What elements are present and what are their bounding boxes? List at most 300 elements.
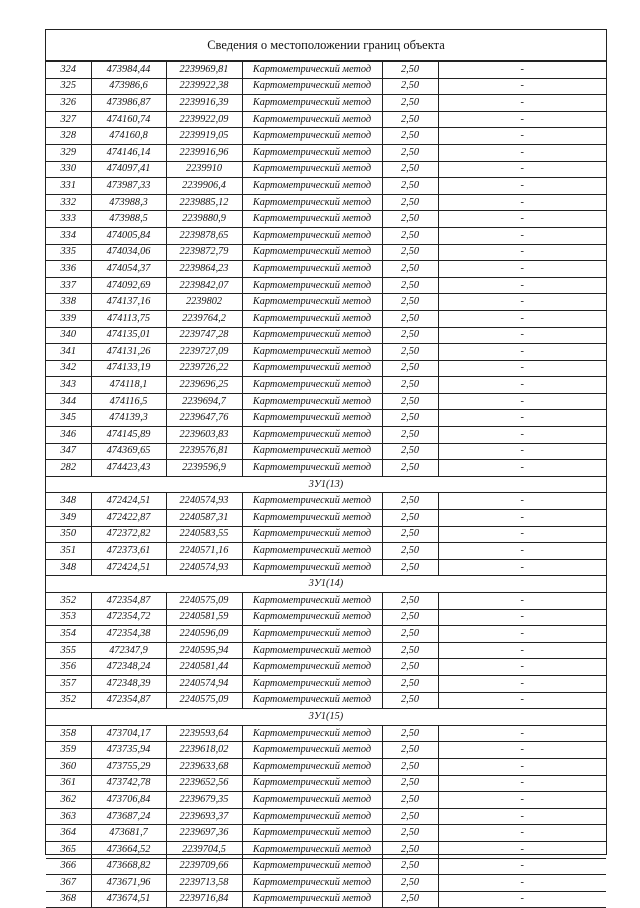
y-coordinate-cell: 2239576,81 [166, 443, 242, 460]
point-number-cell: 357 [46, 675, 91, 692]
y-coordinate-cell: 2239652,56 [166, 775, 242, 792]
table-row [46, 675, 606, 692]
method-cell: Картометрический метод [242, 111, 382, 128]
description-cell: - [438, 792, 606, 809]
description-cell: - [438, 327, 606, 344]
point-number-cell: 364 [46, 825, 91, 842]
description-cell: - [438, 808, 606, 825]
table-row [46, 493, 606, 510]
method-cell: Картометрический метод [242, 593, 382, 610]
y-coordinate-cell: 2239727,09 [166, 344, 242, 361]
point-number-cell: 327 [46, 111, 91, 128]
table-row [46, 194, 606, 211]
method-cell: Картометрический метод [242, 144, 382, 161]
description-cell: - [438, 659, 606, 676]
method-cell: Картометрический метод [242, 758, 382, 775]
table-row [46, 659, 606, 676]
description-cell: - [438, 609, 606, 626]
point-number-cell: 355 [46, 642, 91, 659]
table-row [46, 559, 606, 576]
point-number-cell: 343 [46, 377, 91, 394]
x-coordinate-cell: 473986,87 [91, 95, 166, 112]
point-number-cell: 356 [46, 659, 91, 676]
point-number-cell: 326 [46, 95, 91, 112]
x-coordinate-cell: 473664,52 [91, 841, 166, 858]
point-number-cell: 362 [46, 792, 91, 809]
table-row [46, 626, 606, 643]
precision-cell: 2,50 [382, 144, 438, 161]
x-coordinate-cell: 474137,16 [91, 294, 166, 311]
description-cell: - [438, 858, 606, 875]
table-row [46, 310, 606, 327]
description-cell: - [438, 377, 606, 394]
method-cell: Картометрический метод [242, 493, 382, 510]
method-cell: Картометрический метод [242, 609, 382, 626]
method-cell: Картометрический метод [242, 792, 382, 809]
precision-cell: 2,50 [382, 211, 438, 228]
y-coordinate-cell: 2240575,09 [166, 692, 242, 709]
precision-cell: 2,50 [382, 825, 438, 842]
y-coordinate-cell: 2240595,94 [166, 642, 242, 659]
point-number-cell: 282 [46, 460, 91, 477]
description-cell: - [438, 360, 606, 377]
point-number-cell: 331 [46, 178, 91, 195]
point-number-cell: 365 [46, 841, 91, 858]
point-number-cell: 351 [46, 543, 91, 560]
point-number-cell: 337 [46, 277, 91, 294]
description-cell: - [438, 95, 606, 112]
point-number-cell: 352 [46, 692, 91, 709]
x-coordinate-cell: 473987,33 [91, 178, 166, 195]
table-row [46, 211, 606, 228]
y-coordinate-cell: 2239697,36 [166, 825, 242, 842]
method-cell: Картометрический метод [242, 443, 382, 460]
table-row [46, 377, 606, 394]
method-cell: Картометрический метод [242, 891, 382, 908]
point-number-cell: 334 [46, 227, 91, 244]
method-cell: Картометрический метод [242, 78, 382, 95]
x-coordinate-cell: 474092,69 [91, 277, 166, 294]
y-coordinate-cell: 2239603,83 [166, 427, 242, 444]
x-coordinate-cell: 474116,5 [91, 393, 166, 410]
precision-cell: 2,50 [382, 310, 438, 327]
method-cell: Картометрический метод [242, 659, 382, 676]
x-coordinate-cell: 474369,65 [91, 443, 166, 460]
section-header-row [46, 476, 606, 493]
precision-cell: 2,50 [382, 875, 438, 892]
x-coordinate-cell: 472348,24 [91, 659, 166, 676]
method-cell: Картометрический метод [242, 360, 382, 377]
point-number-cell: 366 [46, 858, 91, 875]
y-coordinate-cell: 2239704,5 [166, 841, 242, 858]
method-cell: Картометрический метод [242, 642, 382, 659]
table-row [46, 344, 606, 361]
point-number-cell: 342 [46, 360, 91, 377]
description-cell: - [438, 277, 606, 294]
precision-cell: 2,50 [382, 808, 438, 825]
table-row [46, 277, 606, 294]
table-row [46, 692, 606, 709]
description-cell: - [438, 443, 606, 460]
point-number-cell: 353 [46, 609, 91, 626]
point-number-cell: 347 [46, 443, 91, 460]
point-number-cell: 368 [46, 891, 91, 908]
x-coordinate-cell: 474145,89 [91, 427, 166, 444]
x-coordinate-cell: 474131,26 [91, 344, 166, 361]
point-number-cell: 324 [46, 62, 91, 79]
method-cell: Картометрический метод [242, 128, 382, 145]
table-row [46, 526, 606, 543]
description-cell: - [438, 227, 606, 244]
description-cell: - [438, 593, 606, 610]
x-coordinate-cell: 474423,43 [91, 460, 166, 477]
x-coordinate-cell: 473704,17 [91, 725, 166, 742]
method-cell: Картометрический метод [242, 294, 382, 311]
x-coordinate-cell: 472424,51 [91, 559, 166, 576]
x-coordinate-cell: 474113,75 [91, 310, 166, 327]
precision-cell: 2,50 [382, 178, 438, 195]
description-cell: - [438, 725, 606, 742]
y-coordinate-cell: 2239694,7 [166, 393, 242, 410]
x-coordinate-cell: 474034,06 [91, 244, 166, 261]
y-coordinate-cell: 2239916,39 [166, 95, 242, 112]
x-coordinate-cell: 472372,82 [91, 526, 166, 543]
table-row [46, 244, 606, 261]
point-number-cell: 348 [46, 559, 91, 576]
method-cell: Картометрический метод [242, 460, 382, 477]
point-number-cell: 352 [46, 593, 91, 610]
point-number-cell: 348 [46, 493, 91, 510]
x-coordinate-cell: 473984,44 [91, 62, 166, 79]
description-cell: - [438, 742, 606, 759]
description-cell: - [438, 642, 606, 659]
description-cell: - [438, 825, 606, 842]
point-number-cell: 349 [46, 510, 91, 527]
point-number-cell: 363 [46, 808, 91, 825]
description-cell: - [438, 675, 606, 692]
method-cell: Картометрический метод [242, 559, 382, 576]
point-number-cell: 328 [46, 128, 91, 145]
x-coordinate-cell: 474054,37 [91, 261, 166, 278]
y-coordinate-cell: 2240587,31 [166, 510, 242, 527]
table-row [46, 593, 606, 610]
section-header: 3У1(13) [46, 476, 606, 493]
x-coordinate-cell: 472373,61 [91, 543, 166, 560]
x-coordinate-cell: 473755,29 [91, 758, 166, 775]
y-coordinate-cell: 2239709,66 [166, 858, 242, 875]
method-cell: Картометрический метод [242, 211, 382, 228]
x-coordinate-cell: 473988,3 [91, 194, 166, 211]
table-row [46, 294, 606, 311]
section-header-row [46, 576, 606, 593]
precision-cell: 2,50 [382, 758, 438, 775]
document-frame [45, 29, 607, 905]
table-row [46, 78, 606, 95]
method-cell: Картометрический метод [242, 543, 382, 560]
precision-cell: 2,50 [382, 360, 438, 377]
y-coordinate-cell: 2239716,84 [166, 891, 242, 908]
table-row [46, 128, 606, 145]
x-coordinate-cell: 472347,9 [91, 642, 166, 659]
precision-cell: 2,50 [382, 344, 438, 361]
description-cell: - [438, 128, 606, 145]
precision-cell: 2,50 [382, 95, 438, 112]
precision-cell: 2,50 [382, 675, 438, 692]
table-row [46, 144, 606, 161]
description-cell: - [438, 493, 606, 510]
method-cell: Картометрический метод [242, 327, 382, 344]
precision-cell: 2,50 [382, 294, 438, 311]
y-coordinate-cell: 2239916,96 [166, 144, 242, 161]
x-coordinate-cell: 474139,3 [91, 410, 166, 427]
precision-cell: 2,50 [382, 493, 438, 510]
x-coordinate-cell: 474160,74 [91, 111, 166, 128]
method-cell: Картометрический метод [242, 227, 382, 244]
y-coordinate-cell: 2239922,09 [166, 111, 242, 128]
precision-cell: 2,50 [382, 659, 438, 676]
method-cell: Картометрический метод [242, 858, 382, 875]
point-number-cell: 333 [46, 211, 91, 228]
section-header: 3У1(14) [46, 576, 606, 593]
method-cell: Картометрический метод [242, 393, 382, 410]
y-coordinate-cell: 2239696,25 [166, 377, 242, 394]
method-cell: Картометрический метод [242, 510, 382, 527]
precision-cell: 2,50 [382, 692, 438, 709]
table-row [46, 460, 606, 477]
precision-cell: 2,50 [382, 642, 438, 659]
method-cell: Картометрический метод [242, 626, 382, 643]
table-row [46, 427, 606, 444]
method-cell: Картометрический метод [242, 194, 382, 211]
table-row [46, 227, 606, 244]
description-cell: - [438, 261, 606, 278]
description-cell: - [438, 841, 606, 858]
y-coordinate-cell: 2239618,02 [166, 742, 242, 759]
description-cell: - [438, 875, 606, 892]
y-coordinate-cell: 2240574,93 [166, 493, 242, 510]
precision-cell: 2,50 [382, 161, 438, 178]
description-cell: - [438, 244, 606, 261]
y-coordinate-cell: 2239593,64 [166, 725, 242, 742]
point-number-cell: 350 [46, 526, 91, 543]
table-row [46, 410, 606, 427]
description-cell: - [438, 344, 606, 361]
y-coordinate-cell: 2240583,55 [166, 526, 242, 543]
method-cell: Картометрический метод [242, 178, 382, 195]
point-number-cell: 329 [46, 144, 91, 161]
description-cell: - [438, 161, 606, 178]
point-number-cell: 361 [46, 775, 91, 792]
precision-cell: 2,50 [382, 128, 438, 145]
x-coordinate-cell: 474097,41 [91, 161, 166, 178]
table-row [46, 510, 606, 527]
method-cell: Картометрический метод [242, 875, 382, 892]
precision-cell: 2,50 [382, 377, 438, 394]
precision-cell: 2,50 [382, 78, 438, 95]
table-row [46, 360, 606, 377]
y-coordinate-cell: 2239842,07 [166, 277, 242, 294]
method-cell: Картометрический метод [242, 410, 382, 427]
precision-cell: 2,50 [382, 609, 438, 626]
x-coordinate-cell: 473668,82 [91, 858, 166, 875]
y-coordinate-cell: 2239596,9 [166, 460, 242, 477]
description-cell: - [438, 144, 606, 161]
point-number-cell: 340 [46, 327, 91, 344]
x-coordinate-cell: 472422,87 [91, 510, 166, 527]
precision-cell: 2,50 [382, 626, 438, 643]
y-coordinate-cell: 2239764,2 [166, 310, 242, 327]
x-coordinate-cell: 474160,8 [91, 128, 166, 145]
point-number-cell: 358 [46, 725, 91, 742]
method-cell: Картометрический метод [242, 95, 382, 112]
table-row [46, 725, 606, 742]
point-number-cell: 367 [46, 875, 91, 892]
description-cell: - [438, 775, 606, 792]
x-coordinate-cell: 474135,01 [91, 327, 166, 344]
precision-cell: 2,50 [382, 510, 438, 527]
precision-cell: 2,50 [382, 775, 438, 792]
method-cell: Картометрический метод [242, 742, 382, 759]
method-cell: Картометрический метод [242, 377, 382, 394]
table-row [46, 808, 606, 825]
table-row [46, 642, 606, 659]
y-coordinate-cell: 2239872,79 [166, 244, 242, 261]
y-coordinate-cell: 2239693,37 [166, 808, 242, 825]
description-cell: - [438, 178, 606, 195]
description-cell: - [438, 510, 606, 527]
y-coordinate-cell: 2240581,44 [166, 659, 242, 676]
method-cell: Картометрический метод [242, 344, 382, 361]
method-cell: Картометрический метод [242, 808, 382, 825]
description-cell: - [438, 891, 606, 908]
y-coordinate-cell: 2239878,65 [166, 227, 242, 244]
precision-cell: 2,50 [382, 261, 438, 278]
description-cell: - [438, 543, 606, 560]
precision-cell: 2,50 [382, 427, 438, 444]
precision-cell: 2,50 [382, 725, 438, 742]
description-cell: - [438, 460, 606, 477]
description-cell: - [438, 692, 606, 709]
x-coordinate-cell: 473674,51 [91, 891, 166, 908]
x-coordinate-cell: 473986,6 [91, 78, 166, 95]
point-number-cell: 344 [46, 393, 91, 410]
point-number-cell: 338 [46, 294, 91, 311]
table-row [46, 758, 606, 775]
table-row [46, 609, 606, 626]
description-cell: - [438, 62, 606, 79]
x-coordinate-cell: 472354,87 [91, 593, 166, 610]
method-cell: Картометрический метод [242, 244, 382, 261]
point-number-cell: 354 [46, 626, 91, 643]
table-row [46, 825, 606, 842]
table-row [46, 161, 606, 178]
method-cell: Картометрический метод [242, 277, 382, 294]
x-coordinate-cell: 474005,84 [91, 227, 166, 244]
point-number-cell: 335 [46, 244, 91, 261]
y-coordinate-cell: 2239647,76 [166, 410, 242, 427]
method-cell: Картометрический метод [242, 261, 382, 278]
y-coordinate-cell: 2239922,38 [166, 78, 242, 95]
x-coordinate-cell: 472424,51 [91, 493, 166, 510]
x-coordinate-cell: 472354,38 [91, 626, 166, 643]
description-cell: - [438, 194, 606, 211]
point-number-cell: 346 [46, 427, 91, 444]
precision-cell: 2,50 [382, 543, 438, 560]
precision-cell: 2,50 [382, 792, 438, 809]
point-number-cell: 339 [46, 310, 91, 327]
description-cell: - [438, 758, 606, 775]
precision-cell: 2,50 [382, 526, 438, 543]
precision-cell: 2,50 [382, 194, 438, 211]
y-coordinate-cell: 2239880,9 [166, 211, 242, 228]
y-coordinate-cell: 2239726,22 [166, 360, 242, 377]
x-coordinate-cell: 473681,7 [91, 825, 166, 842]
precision-cell: 2,50 [382, 593, 438, 610]
y-coordinate-cell: 2239910 [166, 161, 242, 178]
x-coordinate-cell: 473988,5 [91, 211, 166, 228]
x-coordinate-cell: 473706,84 [91, 792, 166, 809]
table-row [46, 742, 606, 759]
precision-cell: 2,50 [382, 841, 438, 858]
point-number-cell: 359 [46, 742, 91, 759]
table-row [46, 327, 606, 344]
table-row [46, 393, 606, 410]
y-coordinate-cell: 2240596,09 [166, 626, 242, 643]
x-coordinate-cell: 473687,24 [91, 808, 166, 825]
table-row [46, 875, 606, 892]
point-number-cell: 330 [46, 161, 91, 178]
y-coordinate-cell: 2240571,16 [166, 543, 242, 560]
point-number-cell: 336 [46, 261, 91, 278]
description-cell: - [438, 310, 606, 327]
y-coordinate-cell: 2239802 [166, 294, 242, 311]
table-row [46, 443, 606, 460]
y-coordinate-cell: 2239969,81 [166, 62, 242, 79]
precision-cell: 2,50 [382, 559, 438, 576]
table-row [46, 858, 606, 875]
x-coordinate-cell: 473735,94 [91, 742, 166, 759]
y-coordinate-cell: 2239713,58 [166, 875, 242, 892]
description-cell: - [438, 111, 606, 128]
y-coordinate-cell: 2239864,23 [166, 261, 242, 278]
table-row [46, 178, 606, 195]
point-number-cell: 360 [46, 758, 91, 775]
y-coordinate-cell: 2240575,09 [166, 593, 242, 610]
y-coordinate-cell: 2239919,05 [166, 128, 242, 145]
coordinates-table [46, 61, 606, 908]
page-title: Сведения о местоположении границ объекта [46, 30, 606, 61]
point-number-cell: 341 [46, 344, 91, 361]
table-row [46, 543, 606, 560]
precision-cell: 2,50 [382, 393, 438, 410]
y-coordinate-cell: 2239885,12 [166, 194, 242, 211]
precision-cell: 2,50 [382, 277, 438, 294]
precision-cell: 2,50 [382, 410, 438, 427]
description-cell: - [438, 427, 606, 444]
table-row [46, 95, 606, 112]
method-cell: Картометрический метод [242, 161, 382, 178]
precision-cell: 2,50 [382, 460, 438, 477]
precision-cell: 2,50 [382, 244, 438, 261]
description-cell: - [438, 294, 606, 311]
y-coordinate-cell: 2240581,59 [166, 609, 242, 626]
description-cell: - [438, 211, 606, 228]
x-coordinate-cell: 474146,14 [91, 144, 166, 161]
x-coordinate-cell: 473671,96 [91, 875, 166, 892]
method-cell: Картометрический метод [242, 775, 382, 792]
method-cell: Картометрический метод [242, 62, 382, 79]
table-row [46, 792, 606, 809]
